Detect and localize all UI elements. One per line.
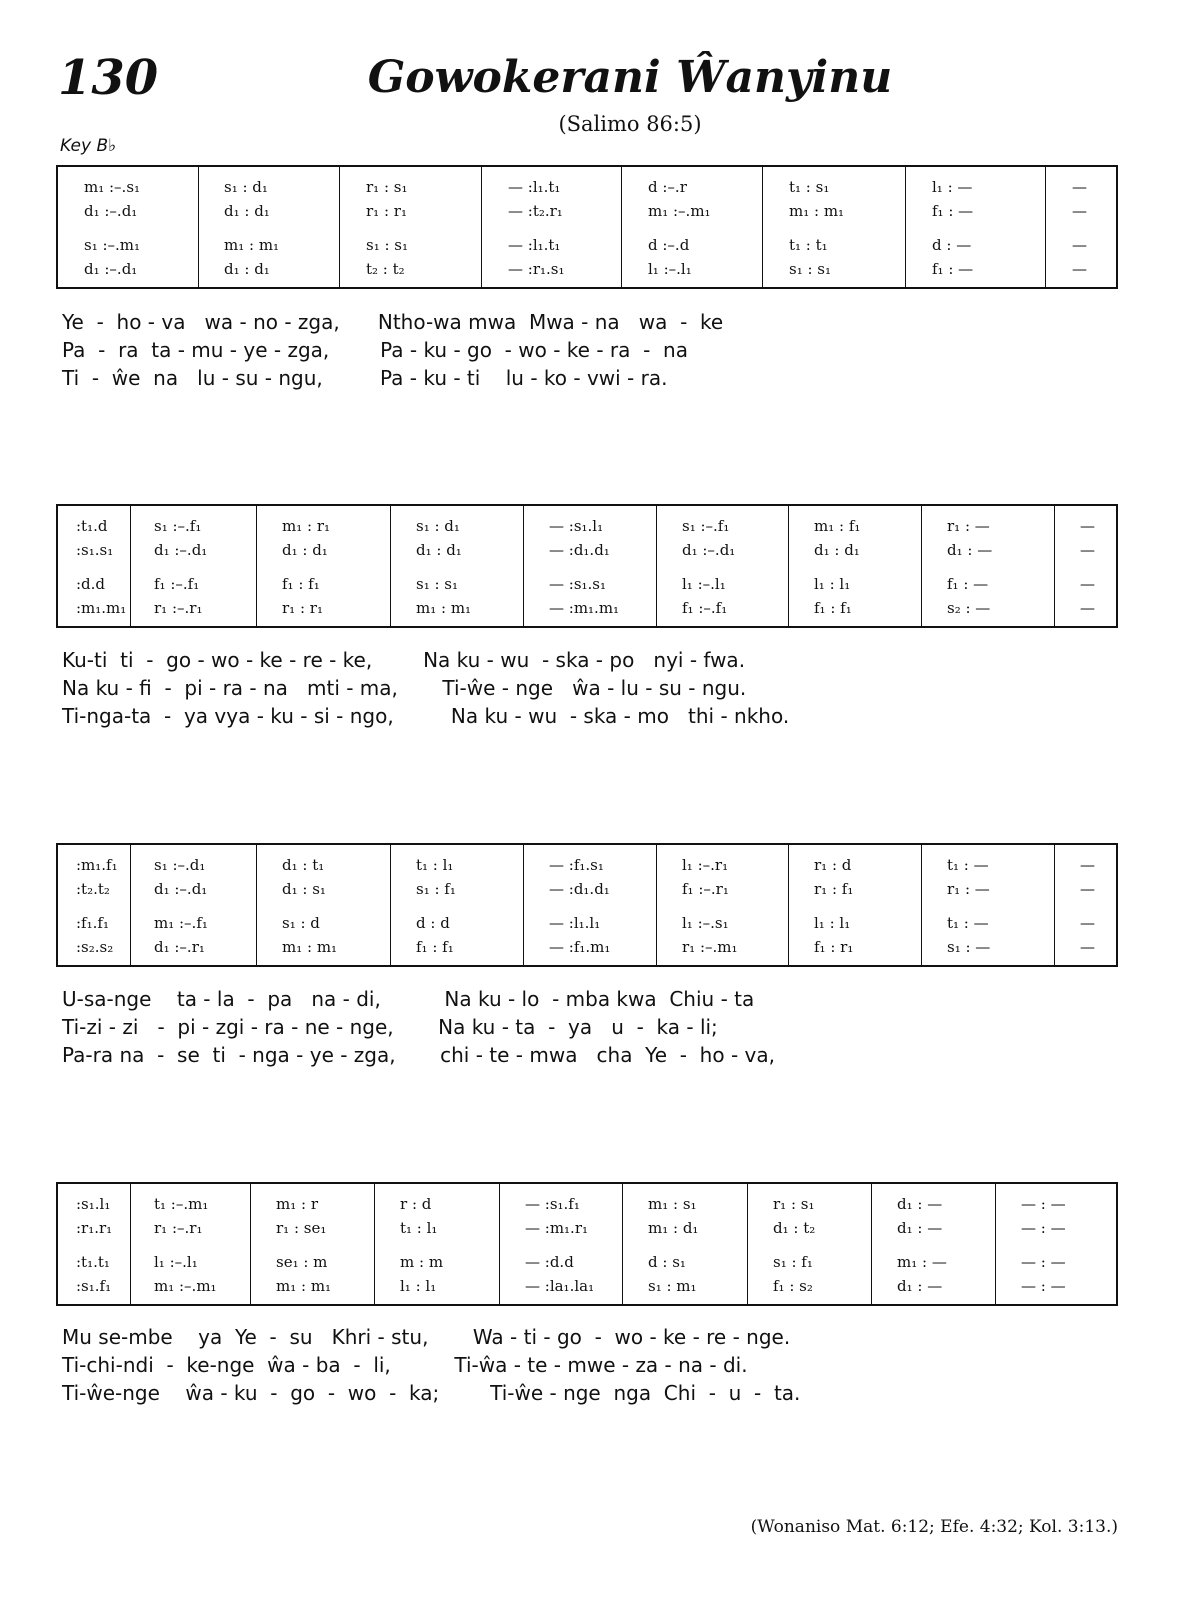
solfa-cell: :t₂.t₂ <box>76 880 110 898</box>
solfa-cell: t₂ : t₂ <box>366 260 405 278</box>
solfa-cell: l₁ : l₁ <box>814 914 851 932</box>
solfa-cell: m₁ : m₁ <box>789 202 845 220</box>
solfa-cell: m₁ : f₁ <box>814 517 861 535</box>
solfa-cell: d :–.d <box>648 236 690 254</box>
bar-line <box>788 845 789 965</box>
solfa-cell: r₁ : — <box>947 517 990 535</box>
solfa-cell: — : — <box>1021 1195 1066 1213</box>
solfa-cell: m₁ :–.f₁ <box>154 914 208 932</box>
scripture-reference: (Salimo 86:5) <box>558 112 702 136</box>
solfa-cell: d₁ : s₁ <box>282 880 326 898</box>
lyrics-block-3 <box>62 985 1062 1069</box>
bar-line <box>250 1184 251 1304</box>
solfa-cell: d₁ : d₁ <box>416 541 462 559</box>
solfa-cell: s₁ : d₁ <box>416 517 460 535</box>
solfa-cell: d₁ : d₁ <box>282 541 328 559</box>
solfa-cell: — <box>1072 178 1087 196</box>
solfa-cell: m₁ :–.m₁ <box>648 202 711 220</box>
solfa-cell: m₁ : s₁ <box>648 1195 697 1213</box>
solfa-cell: — :t₂.r₁ <box>508 202 563 220</box>
solfa-cell: d₁ : d₁ <box>224 260 270 278</box>
solfa-cell: d : — <box>932 236 972 254</box>
solfa-cell: — :s₁.l₁ <box>549 517 604 535</box>
lyric-line: Ye - ho - va wa - no - zga, Ntho-wa mwa Mwa - na wa - ke <box>62 310 724 334</box>
solfa-cell: — :s₁.f₁ <box>525 1195 580 1213</box>
solfa-cell: l₁ : — <box>932 178 973 196</box>
solfa-cell: — <box>1080 856 1095 874</box>
solfa-cell: — <box>1080 541 1095 559</box>
solfa-cell: s₁ : f₁ <box>416 880 456 898</box>
bar-line <box>995 1184 996 1304</box>
solfa-cell: m₁ :–.m₁ <box>154 1277 217 1295</box>
staff-system-4 <box>56 1182 1118 1306</box>
solfa-cell: s₁ :–.d₁ <box>154 856 206 874</box>
solfa-cell: s₁ : — <box>947 938 991 956</box>
bar-line <box>1045 167 1046 287</box>
solfa-cell: d :–.r <box>648 178 687 196</box>
solfa-cell: d₁ :–.r₁ <box>154 938 205 956</box>
bar-line <box>788 506 789 626</box>
solfa-cell: :m₁.f₁ <box>76 856 118 874</box>
lyric-line: Ku-ti ti - go - wo - ke - re - ke, Na ku - wu - ska - po nyi - fwa. <box>62 648 746 672</box>
solfa-cell: f₁ : r₁ <box>814 938 854 956</box>
lyric-line: Ti-ŵe-nge ŵa - ku - go - wo - ka; Ti-ŵe - nge nga Chi - u - ta. <box>62 1381 801 1405</box>
solfa-cell: r₁ : r₁ <box>282 599 323 617</box>
solfa-cell: f₁ : f₁ <box>416 938 454 956</box>
solfa-cell: — <box>1072 236 1087 254</box>
solfa-cell: t₁ : l₁ <box>416 856 454 874</box>
solfa-cell: r₁ : s₁ <box>366 178 408 196</box>
solfa-cell: — :d₁.d₁ <box>549 541 610 559</box>
solfa-cell: m₁ : r <box>276 1195 318 1213</box>
lyrics-block-4 <box>62 1323 1062 1407</box>
solfa-cell: se₁ : m <box>276 1253 328 1271</box>
lyric-line: Ti-zi - zi - pi - zgi - ra - ne - nge, Na ku - ta - ya u - ka - li; <box>62 1015 718 1039</box>
solfa-cell: d₁ :–.d₁ <box>154 880 208 898</box>
solfa-cell: f₁ :–.f₁ <box>682 599 728 617</box>
solfa-cell: — :d₁.d₁ <box>549 880 610 898</box>
bar-line <box>747 1184 748 1304</box>
solfa-cell: r₁ : r₁ <box>366 202 407 220</box>
solfa-cell: s₁ : s₁ <box>789 260 832 278</box>
solfa-cell: r₁ :–.r₁ <box>154 599 203 617</box>
bar-line <box>390 506 391 626</box>
solfa-cell: d₁ :–.d₁ <box>84 202 138 220</box>
solfa-cell: d₁ : t₂ <box>773 1219 816 1237</box>
solfa-cell: s₁ : d <box>282 914 320 932</box>
solfa-cell: r : d <box>400 1195 432 1213</box>
solfa-cell: t₁ : — <box>947 914 989 932</box>
solfa-cell: :s₁.f₁ <box>76 1277 112 1295</box>
lyric-line: Mu se-mbe ya Ye - su Khri - stu, Wa - ti - go - wo - ke - re - nge. <box>62 1325 791 1349</box>
solfa-cell: d₁ : — <box>897 1195 943 1213</box>
solfa-cell: m₁ : — <box>897 1253 947 1271</box>
solfa-cell: :t₁.d <box>76 517 108 535</box>
lyric-line: U-sa-nge ta - la - pa na - di, Na ku - lo - mba kwa Chiu - ta <box>62 987 755 1011</box>
solfa-cell: t₁ :–.m₁ <box>154 1195 209 1213</box>
solfa-cell: d₁ : — <box>897 1277 943 1295</box>
solfa-cell: f₁ : f₁ <box>282 575 320 593</box>
solfa-cell: — : — <box>1021 1219 1066 1237</box>
solfa-cell: — :f₁.m₁ <box>549 938 611 956</box>
lyrics-block-1 <box>62 308 1062 392</box>
solfa-cell: d₁ : — <box>947 541 993 559</box>
solfa-cell: f₁ : f₁ <box>814 599 852 617</box>
solfa-cell: — :r₁.s₁ <box>508 260 565 278</box>
bar-line <box>621 167 622 287</box>
bar-line <box>339 167 340 287</box>
solfa-cell: m₁ : r₁ <box>282 517 331 535</box>
solfa-cell: :d.d <box>76 575 106 593</box>
solfa-cell: d₁ :–.d₁ <box>154 541 208 559</box>
solfa-cell: — : — <box>1021 1277 1066 1295</box>
solfa-cell: d₁ : d₁ <box>814 541 860 559</box>
bar-line <box>656 506 657 626</box>
bar-line <box>256 506 257 626</box>
solfa-cell: — <box>1072 202 1087 220</box>
bar-line <box>523 845 524 965</box>
solfa-cell: l₁ :–.l₁ <box>154 1253 198 1271</box>
staff-system-3 <box>56 843 1118 967</box>
solfa-cell: s₁ : m₁ <box>648 1277 697 1295</box>
bar-line <box>256 845 257 965</box>
lyric-line: Ti-chi-ndi - ke-nge ŵa - ba - li, Ti-ŵa - te - mwe - za - na - di. <box>62 1353 748 1377</box>
solfa-cell: — :l₁.t₁ <box>508 178 561 196</box>
solfa-cell: — <box>1080 517 1095 535</box>
solfa-cell: — <box>1080 914 1095 932</box>
solfa-cell: f₁ : — <box>932 202 974 220</box>
solfa-cell: l₁ : l₁ <box>814 575 851 593</box>
staff-system-1 <box>56 165 1118 289</box>
solfa-cell: — :m₁.m₁ <box>549 599 620 617</box>
solfa-cell: f₁ : s₂ <box>773 1277 813 1295</box>
solfa-cell: :r₁.r₁ <box>76 1219 113 1237</box>
solfa-cell: m₁ :–.s₁ <box>84 178 141 196</box>
bar-line <box>499 1184 500 1304</box>
solfa-cell: l₁ :–.s₁ <box>682 914 729 932</box>
solfa-cell: r₁ : se₁ <box>276 1219 327 1237</box>
solfa-cell: l₁ :–.l₁ <box>648 260 692 278</box>
solfa-cell: — :la₁.la₁ <box>525 1277 595 1295</box>
solfa-cell: s₁ : f₁ <box>773 1253 813 1271</box>
solfa-cell: :s₁.s₁ <box>76 541 114 559</box>
solfa-cell: f₁ :–.r₁ <box>682 880 729 898</box>
lyrics-block-2 <box>62 646 1062 730</box>
hymn-title: Gowokerani Ŵanyinu <box>367 52 893 103</box>
solfa-cell: — <box>1080 575 1095 593</box>
solfa-cell: d₁ : t₁ <box>282 856 325 874</box>
solfa-cell: :t₁.t₁ <box>76 1253 110 1271</box>
solfa-cell: — :f₁.s₁ <box>549 856 604 874</box>
solfa-cell: d : d <box>416 914 450 932</box>
bar-line <box>656 845 657 965</box>
solfa-cell: m₁ : m₁ <box>276 1277 332 1295</box>
solfa-cell: :m₁.m₁ <box>76 599 127 617</box>
key-signature: Key B♭ <box>60 136 117 156</box>
solfa-cell: s₁ : d₁ <box>224 178 268 196</box>
solfa-cell: :f₁.f₁ <box>76 914 109 932</box>
solfa-cell: — <box>1072 260 1087 278</box>
bar-line <box>130 506 131 626</box>
solfa-cell: f₁ : — <box>947 575 989 593</box>
solfa-cell: — :m₁.r₁ <box>525 1219 589 1237</box>
solfa-cell: t₁ : l₁ <box>400 1219 438 1237</box>
bar-line <box>130 845 131 965</box>
staff-system-2 <box>56 504 1118 628</box>
solfa-cell: :s₁.l₁ <box>76 1195 111 1213</box>
solfa-cell: — <box>1080 599 1095 617</box>
bar-line <box>130 1184 131 1304</box>
solfa-cell: m₁ : m₁ <box>224 236 280 254</box>
solfa-cell: r₁ : f₁ <box>814 880 854 898</box>
solfa-cell: — :s₁.s₁ <box>549 575 607 593</box>
solfa-cell: r₁ : d <box>814 856 852 874</box>
solfa-cell: r₁ : s₁ <box>773 1195 815 1213</box>
solfa-cell: r₁ :–.m₁ <box>682 938 738 956</box>
bar-line <box>523 506 524 626</box>
bar-line <box>871 1184 872 1304</box>
solfa-cell: s₁ :–.f₁ <box>154 517 202 535</box>
bar-line <box>198 167 199 287</box>
lyric-line: Ti-nga-ta - ya vya - ku - si - ngo, Na ku - wu - ska - mo thi - nkho. <box>62 704 790 728</box>
solfa-cell: t₁ : — <box>947 856 989 874</box>
solfa-cell: d : s₁ <box>648 1253 686 1271</box>
solfa-cell: s₁ :–.f₁ <box>682 517 730 535</box>
bar-line <box>762 167 763 287</box>
solfa-cell: l₁ :–.l₁ <box>682 575 726 593</box>
solfa-cell: s₁ :–.m₁ <box>84 236 141 254</box>
solfa-cell: d₁ :–.d₁ <box>682 541 736 559</box>
solfa-cell: m₁ : m₁ <box>282 938 338 956</box>
solfa-cell: — : — <box>1021 1253 1066 1271</box>
solfa-cell: d₁ : — <box>897 1219 943 1237</box>
bar-line <box>481 167 482 287</box>
solfa-cell: l₁ : l₁ <box>400 1277 437 1295</box>
bar-line <box>921 845 922 965</box>
solfa-cell: f₁ : — <box>932 260 974 278</box>
footer-reference: (Wonaniso Mat. 6:12; Efe. 4:32; Kol. 3:13.) <box>750 1517 1118 1537</box>
solfa-cell: — :l₁.t₁ <box>508 236 561 254</box>
bar-line <box>921 506 922 626</box>
solfa-cell: r₁ :–.r₁ <box>154 1219 203 1237</box>
lyric-line: Pa-ra na - se ti - nga - ye - zga, chi - te - mwa cha Ye - ho - va, <box>62 1043 775 1067</box>
lyric-line: Pa - ra ta - mu - ye - zga, Pa - ku - go - wo - ke - ra - na <box>62 338 688 362</box>
hymn-number: 130 <box>58 50 159 106</box>
solfa-cell: m : m <box>400 1253 444 1271</box>
lyric-line: Ti - ŵe na lu - su - ngu, Pa - ku - ti lu - ko - vwi - ra. <box>62 366 668 390</box>
solfa-cell: t₁ : t₁ <box>789 236 828 254</box>
bar-line <box>1054 845 1055 965</box>
solfa-cell: s₁ : s₁ <box>416 575 459 593</box>
solfa-cell: t₁ : s₁ <box>789 178 830 196</box>
bar-line <box>622 1184 623 1304</box>
solfa-cell: m₁ : m₁ <box>416 599 472 617</box>
solfa-cell: d₁ : d₁ <box>224 202 270 220</box>
solfa-cell: s₁ : s₁ <box>366 236 409 254</box>
solfa-cell: m₁ : d₁ <box>648 1219 699 1237</box>
bar-line <box>1054 506 1055 626</box>
bar-line <box>374 1184 375 1304</box>
solfa-cell: l₁ :–.r₁ <box>682 856 729 874</box>
bar-line <box>390 845 391 965</box>
lyric-line: Na ku - fi - pi - ra - na mti - ma, Ti-ŵe - nge ŵa - lu - su - ngu. <box>62 676 747 700</box>
solfa-cell: s₂ : — <box>947 599 991 617</box>
solfa-cell: — <box>1080 938 1095 956</box>
solfa-cell: d₁ :–.d₁ <box>84 260 138 278</box>
bar-line <box>905 167 906 287</box>
solfa-cell: f₁ :–.f₁ <box>154 575 200 593</box>
solfa-cell: — :l₁.l₁ <box>549 914 601 932</box>
solfa-cell: r₁ : — <box>947 880 990 898</box>
solfa-cell: — <box>1080 880 1095 898</box>
solfa-cell: :s₂.s₂ <box>76 938 114 956</box>
solfa-cell: — :d.d <box>525 1253 574 1271</box>
